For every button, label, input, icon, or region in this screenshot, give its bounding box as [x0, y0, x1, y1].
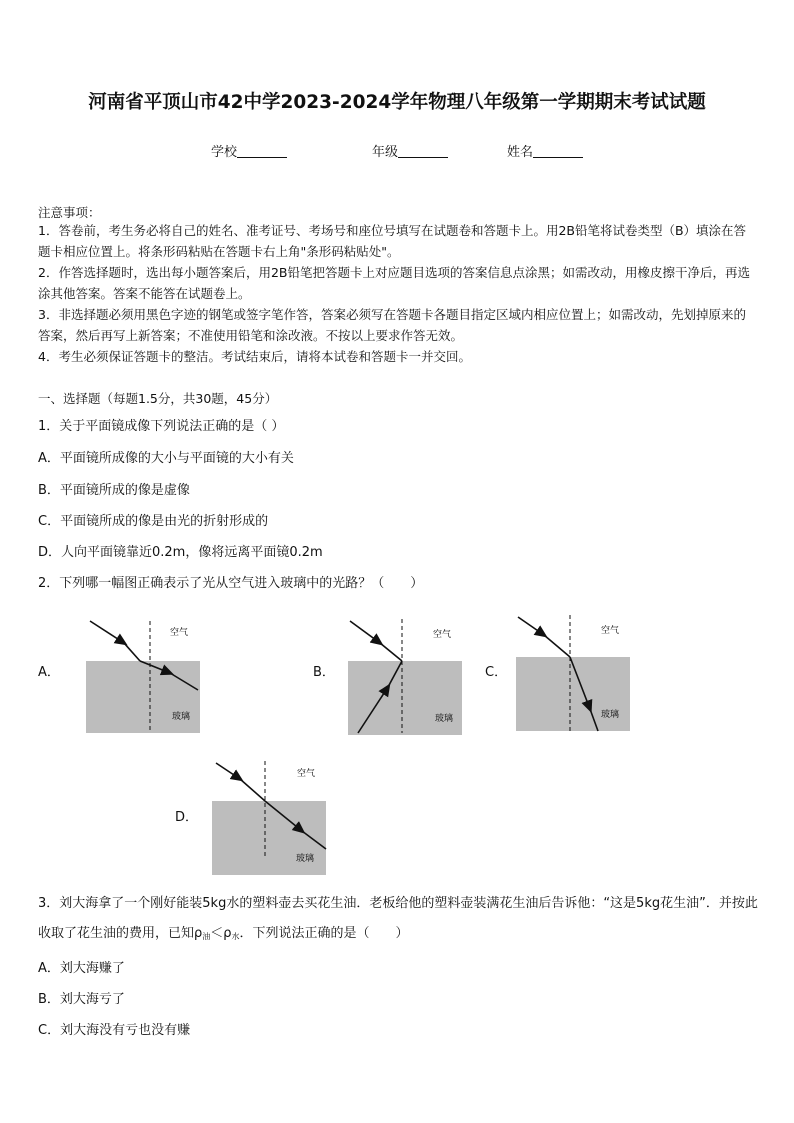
note-3: 3．非选择题必须用黑色字迹的钢笔或签字笔作答，答案必须写在答题卡各题目指定区域内相应位置上；如需改动，先划掉原来的答案，然后再写上新答案；不准使用铅笔和涂改液。不按以上要求作答无效。	[38, 307, 746, 343]
school-blank[interactable]	[237, 144, 287, 158]
name-label: 姓名	[507, 145, 534, 160]
note-4: 4．考生必须保证答题卡的整洁。考试结束后，请将本试卷和答题卡一并交回。	[38, 349, 471, 364]
q2-label-d[interactable]: D．	[175, 810, 199, 825]
name-blank[interactable]	[533, 144, 583, 158]
q2-label-a[interactable]: A．	[38, 665, 60, 680]
q3-stem-part-a: 3．刘大海拿了一个刚好能装5kg水的塑料壶去买花生油．老板给他的塑料壶装满花生油后告诉他：“这是5kg花生油”．并按此收取了花生油的费用，已知ρ	[38, 896, 758, 941]
note-1: 1．答卷前，考生务必将自己的姓名、准考证号、考场号和座位号填写在试题卷和答题卡上。用2B铅笔将试卷类型（B）填涂在答题卡相应位置上。将条形码粘贴在答题卡右上角"条形码粘贴处"。	[38, 223, 747, 259]
section-heading: 一、选择题（每题1.5分，共30题，45分）	[38, 391, 278, 406]
air-label: 空气	[433, 630, 452, 640]
glass-label: 玻璃	[435, 714, 454, 724]
q1-option-c[interactable]: C．平面镜所成的像是由光的折射形成的	[38, 514, 269, 529]
incident-ray	[216, 763, 240, 779]
diagram-d[interactable]	[210, 759, 330, 879]
glass-label: 玻璃	[172, 712, 191, 722]
incident-ray	[518, 617, 544, 635]
grade-blank[interactable]	[398, 144, 448, 158]
diagram-a[interactable]	[84, 617, 204, 737]
glass-label: 玻璃	[296, 854, 315, 864]
q1-option-d[interactable]: D．人向平面镜靠近0.2m，像将远离平面镜0.2m	[38, 545, 323, 560]
q3-sub-oil: 油	[202, 932, 211, 941]
incident-ray-end	[240, 779, 265, 801]
air-label: 空气	[601, 626, 620, 636]
q2-label-b[interactable]: B．	[313, 665, 335, 680]
question-3-stem	[38, 889, 758, 952]
q3-sub-water: 水	[231, 932, 240, 941]
q3-option-a[interactable]: A．刘大海赚了	[38, 961, 125, 976]
q3-less-than: ＜ρ	[210, 926, 232, 941]
q3-stem-part-b: ．下列说法正确的是（ ）	[239, 926, 409, 941]
incident-ray-end	[124, 643, 140, 661]
question-2-stem: 2．下列哪一幅图正确表示了光从空气进入玻璃中的光路？（ ）	[38, 576, 424, 591]
q3-option-c[interactable]: C．刘大海没有亏也没有赚	[38, 1023, 191, 1038]
q2-label-c[interactable]: C．	[485, 665, 508, 680]
incident-ray-end	[544, 635, 570, 657]
grade-label: 年级	[372, 145, 399, 160]
air-label: 空气	[170, 628, 189, 638]
notes-heading: 注意事项：	[38, 205, 101, 220]
diagram-c[interactable]	[514, 613, 634, 735]
glass-label: 玻璃	[601, 710, 620, 720]
q3-option-b[interactable]: B．刘大海亏了	[38, 992, 125, 1007]
name-field[interactable]	[507, 141, 583, 160]
incident-ray	[350, 621, 380, 643]
note-2: 2．作答选择题时，选出每小题答案后，用2B铅笔把答题卡上对应题目选项的答案信息点涂黑；如需改动，用橡皮擦干净后，再选涂其他答案。答案不能答在试题卷上。	[38, 265, 750, 301]
air-label: 空气	[297, 769, 316, 779]
glass-block	[86, 661, 200, 733]
incident-ray	[90, 621, 124, 643]
q1-option-a[interactable]: A．平面镜所成像的大小与平面镜的大小有关	[38, 451, 294, 466]
question-1-stem: 1．关于平面镜成像下列说法正确的是（ ）	[38, 419, 285, 434]
diagram-b[interactable]	[346, 617, 466, 739]
page-title: 河南省平顶山市42中学2023-2024学年物理八年级第一学期期末考试试题	[88, 92, 706, 113]
school-label: 学校	[211, 145, 238, 160]
grade-field[interactable]	[372, 141, 448, 160]
incident-ray-end	[380, 643, 402, 661]
q1-option-b[interactable]: B．平面镜所成的像是虚像	[38, 483, 190, 498]
school-field[interactable]	[211, 141, 287, 160]
